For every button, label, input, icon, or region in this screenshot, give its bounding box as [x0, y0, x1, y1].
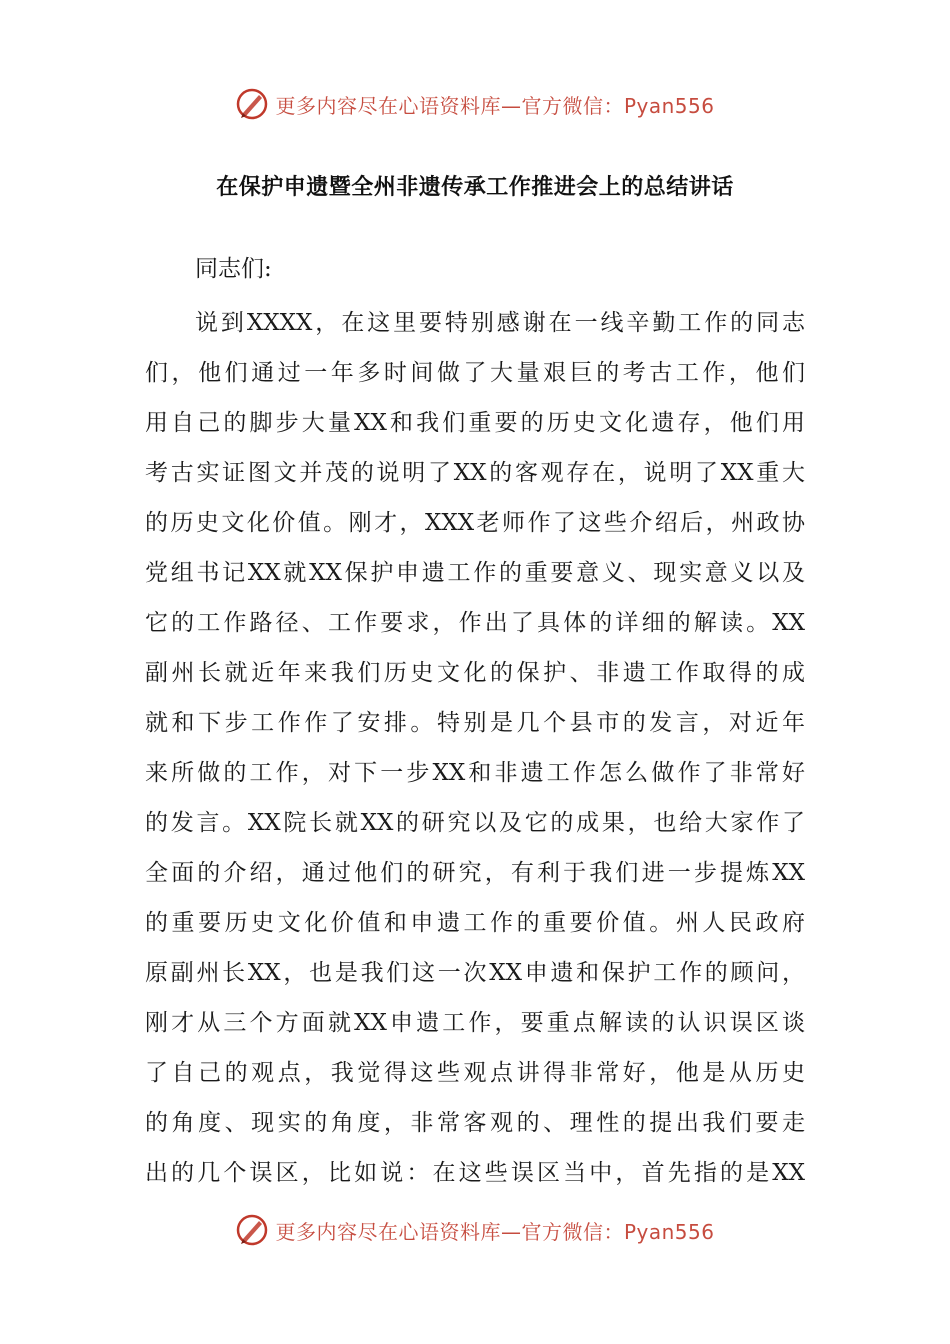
text-line: 原副州长XX，也是我们这一次XX申遗和保护工作的顾问，: [145, 960, 805, 986]
text-line: 的发言。XX院长就XX的研究以及它的成果，也给大家作了: [145, 810, 805, 836]
watermark-header: [0, 84, 950, 124]
text-line: 说到XXXX，在这里要特别感谢在一线辛勤工作的同志: [195, 310, 805, 336]
text-line: 党组书记XX就XX保护申遗工作的重要意义、现实意义以及: [145, 560, 805, 586]
text-line: 考古实证图文并茂的说明了XX的客观存在，说明了XX重大: [145, 460, 805, 486]
document-title: 在保护申遗暨全州非遗传承工作推进会上的总结讲话: [216, 175, 734, 200]
pen-logo-icon: [235, 1213, 269, 1247]
text-line: 副州长就近年来我们历史文化的保护、非遗工作取得的成: [145, 660, 805, 686]
text-line: 的重要历史文化价值和申遗工作的重要价值。州人民政府: [145, 910, 805, 936]
salutation: 同志们:: [195, 256, 272, 282]
text-line: 来所做的工作，对下一步XX和非遗工作怎么做作了非常好: [145, 760, 805, 786]
text-line: 的角度、现实的角度，非常客观的、理性的提出我们要走: [145, 1110, 805, 1136]
watermark-text: 更多内容尽在心语资料库—官方微信：Pyan556: [275, 1219, 715, 1244]
text-line: 的历史文化价值。刚才，XXX老师作了这些介绍后，州政协: [145, 510, 805, 536]
text-line: 就和下步工作作了安排。特别是几个县市的发言，对近年: [145, 710, 805, 736]
pen-logo-icon: [235, 87, 269, 121]
text-line: 们，他们通过一年多时间做了大量艰巨的考古工作，他们: [145, 360, 805, 386]
text-line: 用自己的脚步大量XX和我们重要的历史文化遗存，他们用: [145, 410, 805, 436]
text-line: 它的工作路径、工作要求，作出了具体的详细的解读。XX: [145, 610, 805, 636]
text-line: 出的几个误区，比如说：在这些误区当中，首先指的是XX: [145, 1160, 805, 1186]
text-line: 全面的介绍，通过他们的研究，有利于我们进一步提炼XX: [145, 860, 805, 886]
body-paragraph: [145, 298, 805, 1198]
watermark-footer: [0, 1210, 950, 1250]
text-line: 了自己的观点，我觉得这些观点讲得非常好，他是从历史: [145, 1060, 805, 1086]
watermark-text: 更多内容尽在心语资料库—官方微信：Pyan556: [275, 93, 715, 118]
text-line: 刚才从三个方面就XX申遗工作，要重点解读的认识误区谈: [145, 1010, 805, 1036]
